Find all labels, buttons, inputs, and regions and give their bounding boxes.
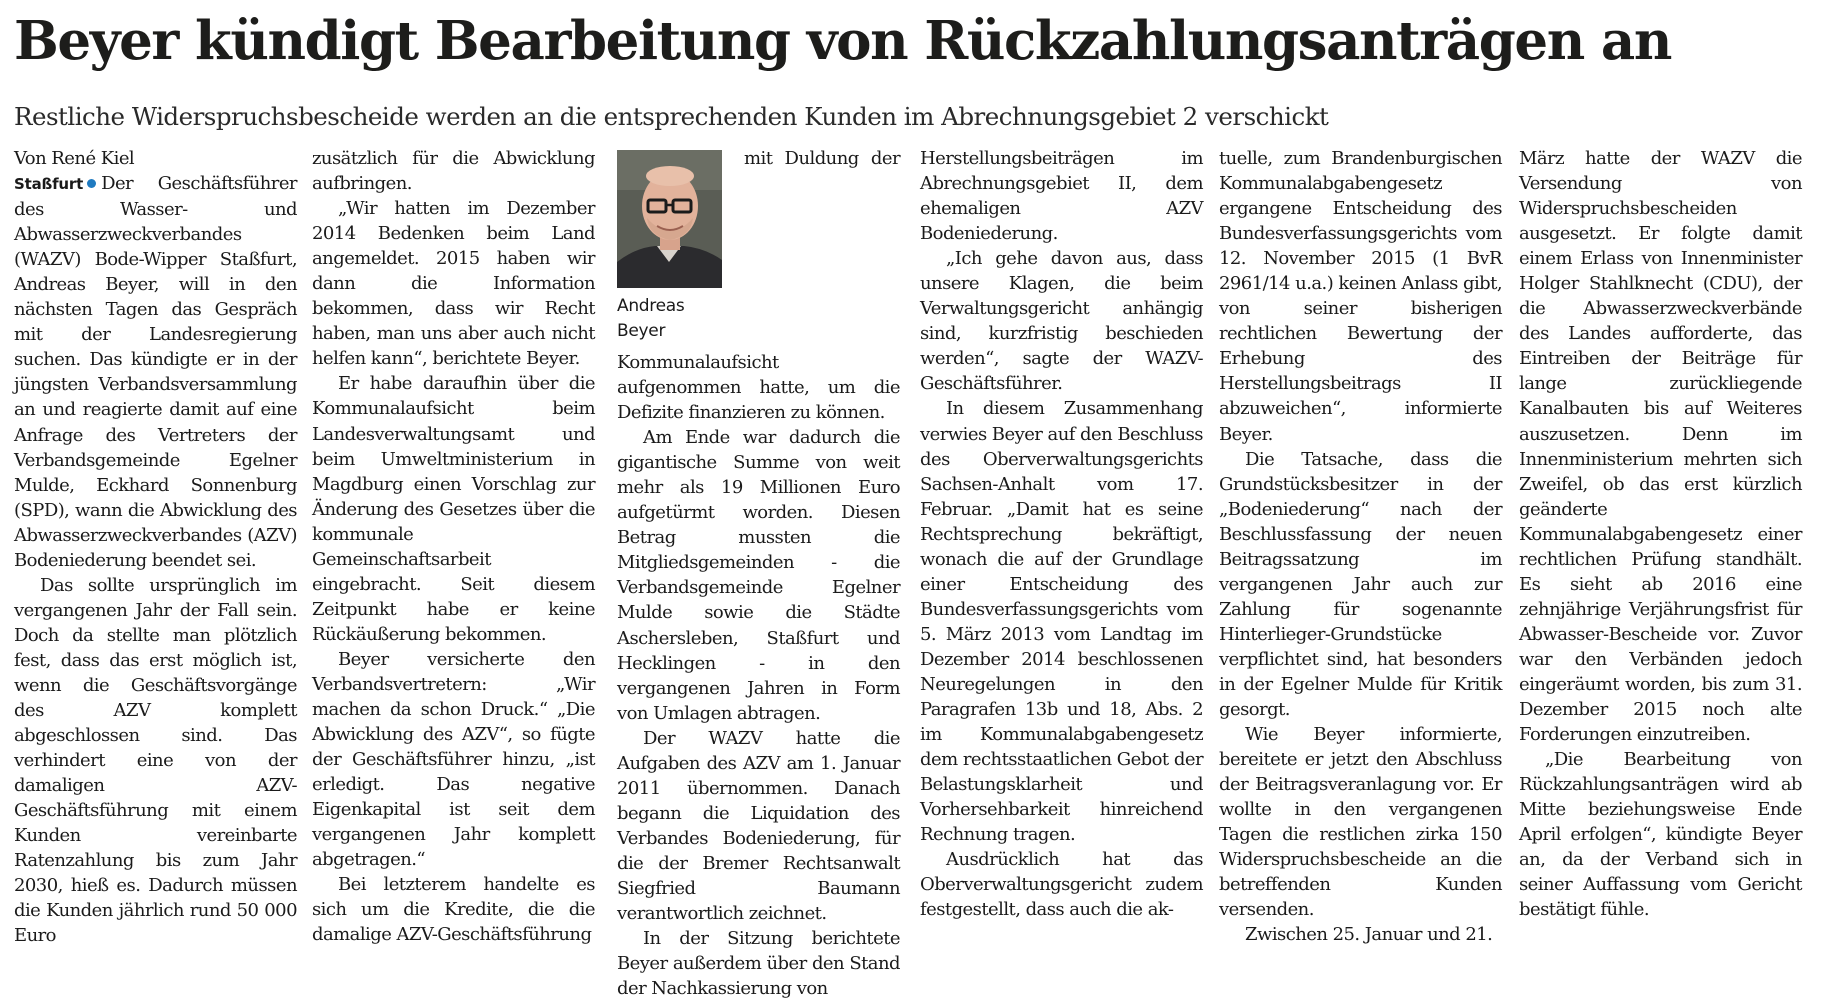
paragraph: Wie Beyer informierte, bereitete er jetzt den Abschluss der Beitragsveranlagung vor. Er wollte in den vergangenen Tagen die restlichen zirka 150 Widerspruchsbescheide an die betreffenden Kunden versenden. <box>1219 724 1502 921</box>
article-headline: Beyer kündigt Bearbeitung von Rückzahlungsanträgen an <box>14 10 1671 72</box>
paragraph: „Ich gehe davon aus, dass unsere Klagen, die beim Verwaltungsgericht anhängig sind, kurzfristig beschieden werden“, sagte der WAZV-Geschäftsführer. <box>920 248 1203 395</box>
paragraph: Die Tatsache, dass die Grundstücksbesitzer in der „Bodeniederung“ nach der Beschlussfassung der neuen Beitragssatzung im vergangenen Jahr auch zur Zahlung für sogenannte Hinterlieger-Grundstücke verpflichtet sind, hat besonders in der Egelner Mulde für Kritik gesorgt. <box>1219 448 1502 721</box>
paragraph: zusätzlich für die Abwicklung aufbringen. <box>312 148 595 195</box>
paragraph <box>14 171 297 573</box>
caption-first-name: Andreas <box>617 296 685 316</box>
paragraph: Am Ende war dadurch die gigantische Summe von weit mehr als 19 Millionen Euro aufgetürmt worden. Diesen Betrag mussten die Mitgliedsgemeinden - die Verbandsgemeinde Egelner Mulde sowie die Städte Aschersleben, Staßfurt und Hecklingen - in den vergangenen Jahren in Form von Umlagen abtragen. <box>617 427 900 724</box>
paragraph: mit Duldung der Kommunalaufsicht aufgenommen hatte, um die Defizite finanzieren zu können. <box>617 148 900 424</box>
paragraph: Bei letzterem handelte es sich um die Kredite, die die damalige AZV-Geschäftsführung <box>312 874 595 946</box>
paragraph: Beyer versicherte den Verbandsvertretern: „Wir machen da schon Druck.“ „Die Abwicklung des AZV“, so fügte der Geschäftsführer hinzu, „ist erledigt. Das negative Eigenkapital ist seit dem vergangenen Jahr komplett abgetragen.“ <box>312 648 595 871</box>
article-column-3 <box>617 146 900 1001</box>
byline: Von René Kiel <box>14 148 135 169</box>
paragraph-text: Der Geschäftsführer des Wasser- und Abwasserzweckverbandes (WAZV) Bode-Wipper Staßfurt, Andreas Beyer, will in den nächsten Tagen das Gespräch mit der Landesregierung suchen. Das kündigte er in der jüngsten Verbandsversammlung an und reagierte damit auf eine Anfrage des Vertreters der Verbandsgemeinde Egelner Mulde, Eckhard Sonnenburg (SPD), wann die Abwicklung des Abwasserzweckverbandes (AZV) Bodeniederung beendet sei. <box>14 173 297 571</box>
paragraph: „Die Bearbeitung von Rückzahlungsanträgen wird ab Mitte beziehungsweise Ende April erfolgen“, kündigte Beyer an, da der Verband sich in seiner Auffassung vom Gericht bestätigt fühle. <box>1519 749 1802 921</box>
paragraph: Der WAZV hatte die Aufgaben des AZV am 1. Januar 2011 übernommen. Danach begann die Liquidation des Verbandes Bodeniederung, für die der Bremer Rechtsanwalt Siegfried Baumann verantwortlich zeichnet. <box>617 727 900 925</box>
paragraph: Herstellungsbeiträgen im Abrechnungsgebiet II, dem ehemaligen AZV Bodeniederung. <box>920 148 1203 245</box>
photo-caption <box>617 294 734 344</box>
article-column-4 <box>920 146 1203 922</box>
article-column-2 <box>312 146 595 948</box>
paragraph: Er habe daraufhin über die Kommunalaufsicht beim Landesverwaltungsamt und beim Umweltministerium in Magdburg einen Vorschlag zur Änderung des Gesetzes über die kommunale Gemeinschaftsarbeit eingebracht. Seit diesem Zeitpunkt habe er keine Rückäußerung bekommen. <box>312 373 595 645</box>
article-column-6 <box>1519 146 1802 922</box>
paragraph: tuelle, zum Brandenburgischen Kommunalabgabengesetz ergangene Entscheidung des Bundesverfassungsgerichts vom 12. November 2015 (1 BvR 2961/14 u.a.) keinen Anlass gibt, von seiner bisherigen rechtlichen Bewertung der Erhebung des Herstellungsbeitrags II abzuweichen“, informierte Beyer. <box>1219 148 1502 445</box>
paragraph: März hatte der WAZV die Versendung von Widerspruchsbescheiden ausgesetzt. Er folgte damit einem Erlass von Innenminister Holger Stahlknecht (CDU), der die Abwasserzweckverbände des Landes aufforderte, das Eintreiben der Beiträge für lange zurückliegende Kanalbauten bis auf Weiteres auszusetzen. Denn im Innenministerium mehrten sich Zweifel, ob das erst kürzlich geänderte Kommunalabgabengesetz einer rechtlichen Prüfung standhält. Es sieht ab 2016 eine zehnjährige Verjährungsfrist für Abwasser-Bescheide vor. Zuvor war den Verbänden jedoch eingeräumt worden, bis zum 31. Dezember 2015 noch alte Forderungen einzutreiben. <box>1519 148 1802 746</box>
article-column-5 <box>1219 146 1502 948</box>
portrait-person-icon <box>617 150 722 288</box>
portrait-photo <box>617 150 722 288</box>
dateline-dot-icon <box>87 179 96 188</box>
paragraph: Ausdrücklich hat das Oberverwaltungsgericht zudem festgestellt, dass auch die ak- <box>920 849 1203 921</box>
paragraph: In der Sitzung berichtete Beyer außerdem über den Stand der Nachkassierung von <box>617 928 900 1000</box>
article-subheadline: Restliche Widerspruchsbescheide werden an die entsprechenden Kunden im Abrechnungsgebiet 2 verschickt <box>14 102 1329 131</box>
portrait-figure <box>617 150 734 344</box>
paragraph: „Wir hatten im Dezember 2014 Bedenken beim Land angemeldet. 2015 haben wir dann die Information bekommen, dass wir Recht haben, man uns aber auch nicht helfen kann“, berichtete Beyer. <box>312 198 595 370</box>
paragraph: Zwischen 25. Januar und 21. <box>1245 924 1493 946</box>
caption-last-name: Beyer <box>617 321 666 341</box>
paragraph: Das sollte ursprünglich im vergangenen Jahr der Fall sein. Doch da stellte man plötzlich fest, dass das erst möglich ist, wenn die Geschäftsvorgänge des AZV komplett abgeschlossen sind. Das verhindert eine von der damaligen AZV-Geschäftsführung mit einem Kunden vereinbarte Ratenzahlung bis zum Jahr 2030, hieß es. Dadurch müssen die Kunden jährlich rund 50 000 Euro <box>14 574 297 947</box>
paragraph: In diesem Zusammenhang verwies Beyer auf den Beschluss des Oberverwaltungsgerichts Sachsen-Anhalt vom 17. Februar. „Damit hat es seine Rechtsprechung bekräftigt, wonach die auf der Grundlage einer Entscheidung des Bundesverfassungsgerichts vom 5. März 2013 vom Landtag im Dezember 2014 beschlossenen Neuregelungen in den Paragrafen 13b und 18, Abs. 2 im Kommunalabgabengesetz dem rechtsstaatlichen Gebot der Belastungsklarheit und Vorhersehbarkeit hinreichend Rechnung tragen. <box>920 398 1203 846</box>
dateline: Staßfurt <box>14 175 84 194</box>
article-column-1 <box>14 146 297 949</box>
